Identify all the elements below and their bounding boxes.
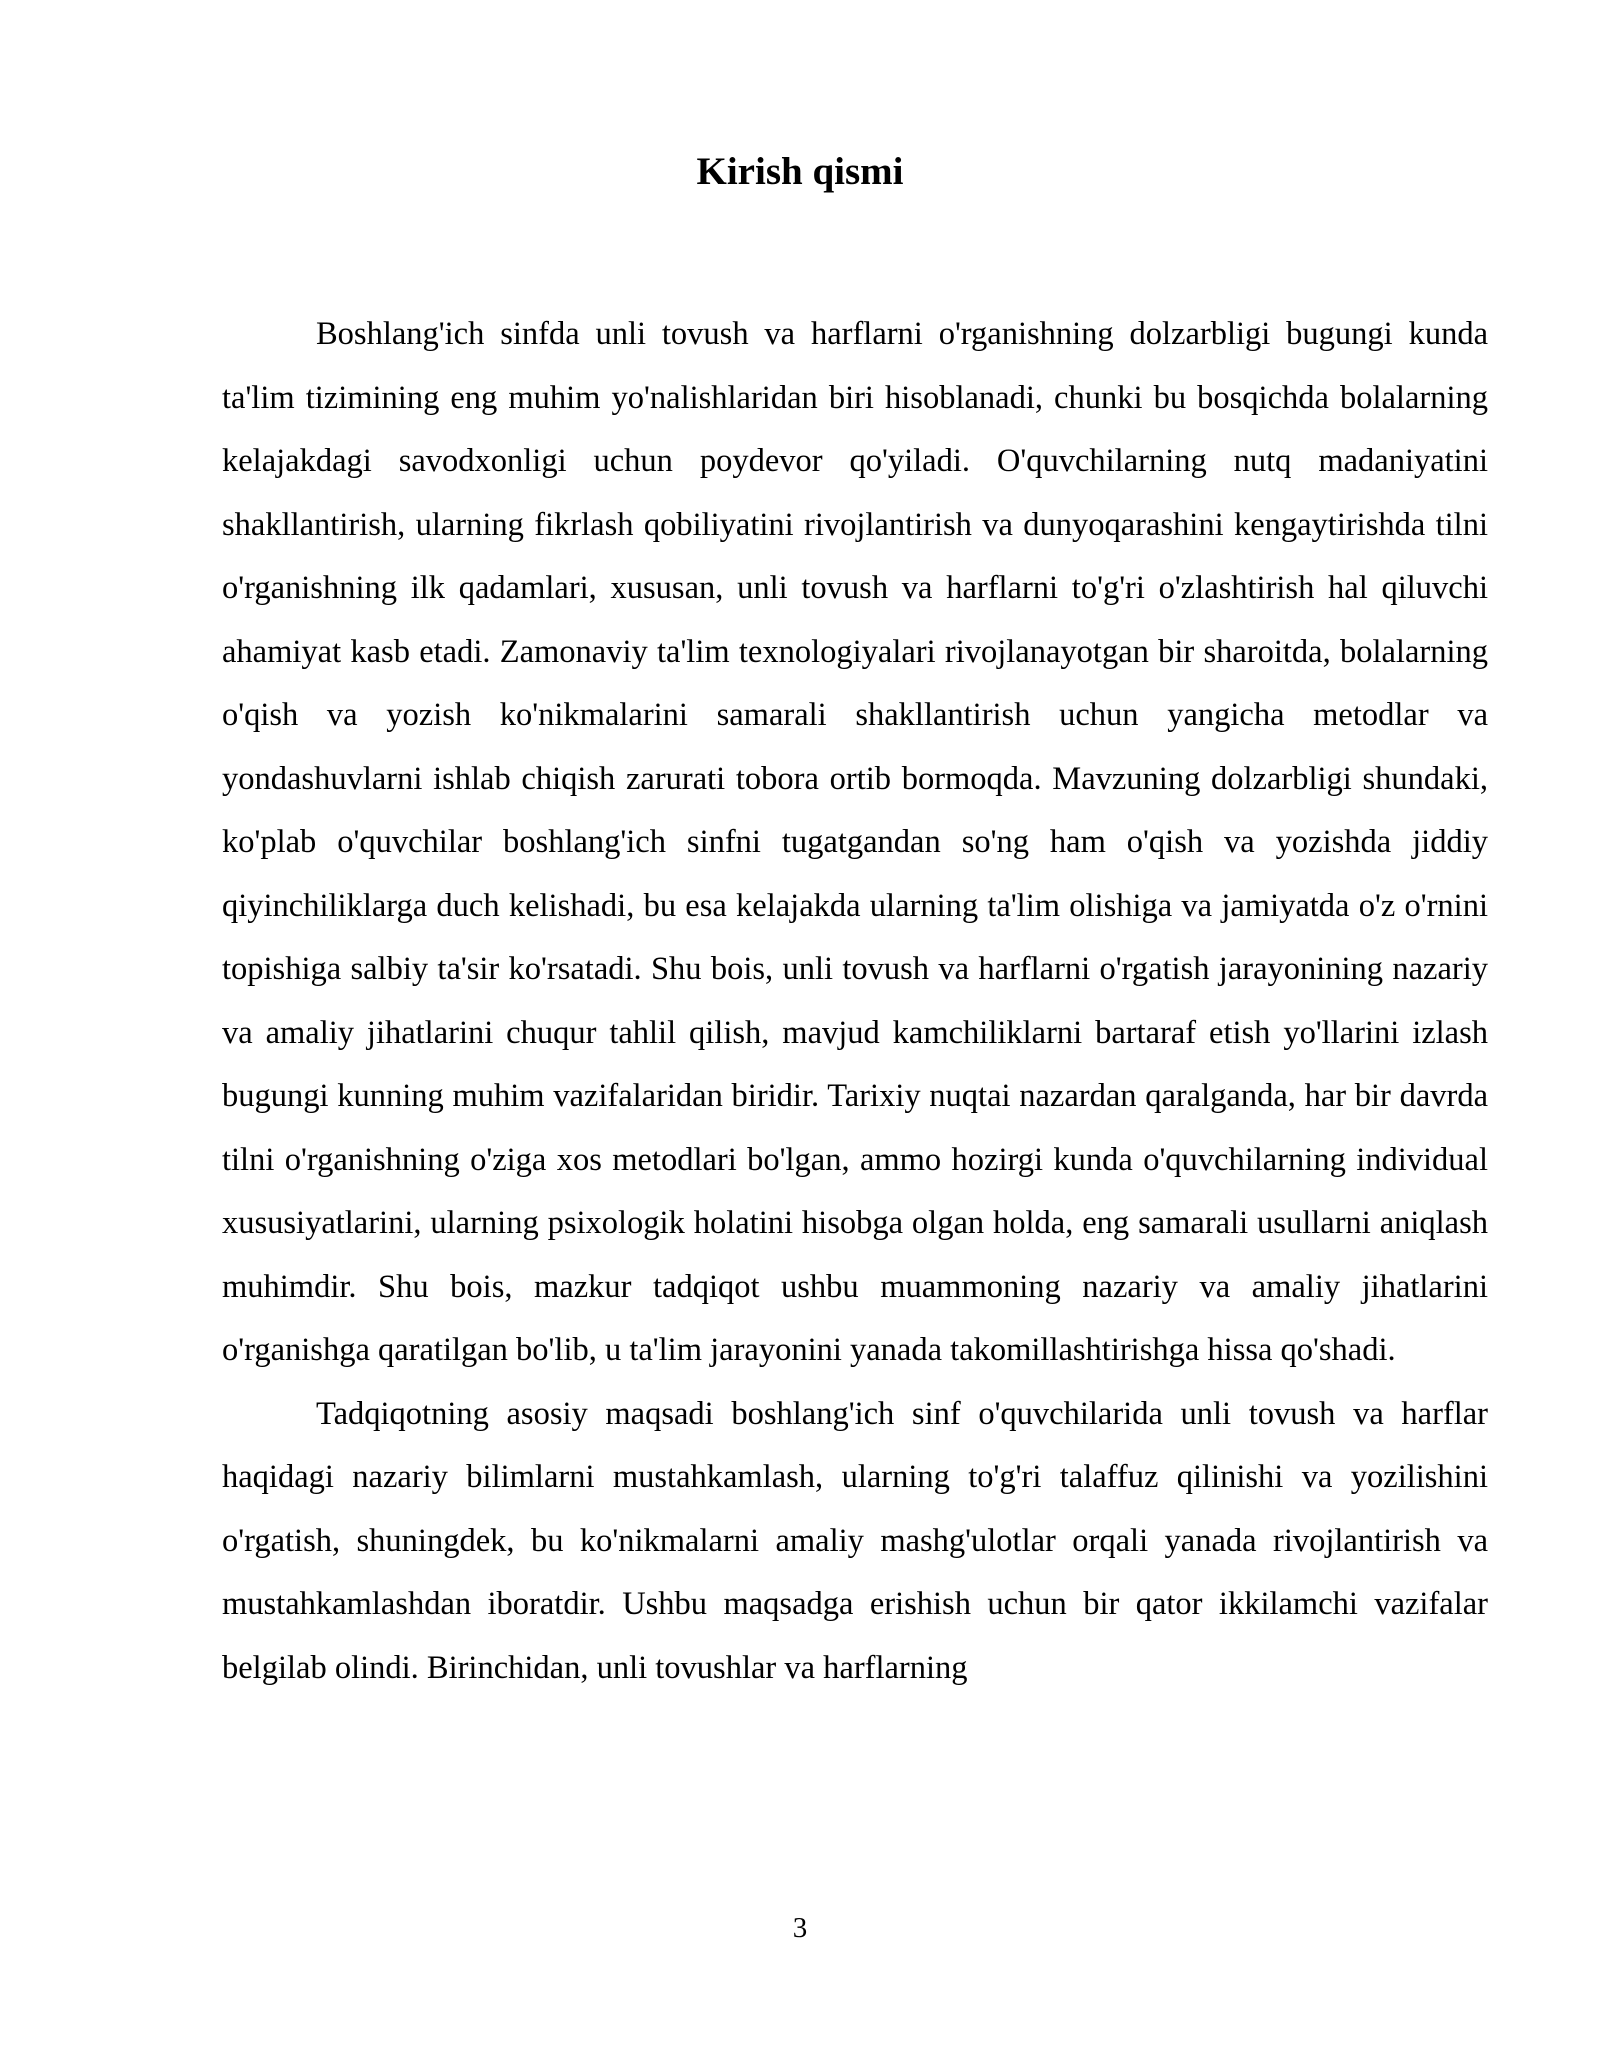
page-number: 3: [792, 1912, 808, 1944]
paragraph: Tadqiqotning asosiy maqsadi boshlang'ich sinf o'quvchilarida unli tovush va harflar haqidagi nazariy bilimlarni mustahkamlash, ularning to'g'ri talaffuz qilinishi va yozilishini o'rgatish, shuningdek, bu ko'nikmalarni amaliy mashg'ulotlar orqali yanada rivojlantirish va mustahkamlashdan iboratdir. Ushbu maqsadga erishish uchun bir qator ikkilamchi vazifalar belgilab olindi. Birinchidan, unli tovushlar va harflarning: [222, 1395, 1488, 1686]
body-text: [222, 303, 1488, 1700]
paragraph: Boshlang'ich sinfda unli tovush va harflarni o'rganishning dolzarbligi bugungi kunda ta'lim tizimining eng muhim yo'nalishlaridan biri hisoblanadi, chunki bu bosqichda bolalarning kelajakdagi savodxonligi uchun poydevor qo'yiladi. O'quvchilarning nutq madaniyatini shakllantirish, ularning fikrlash qobiliyatini rivojlantirish va dunyoqarashini kengaytirishda tilni o'rganishning ilk qadamlari, xususan, unli tovush va harflarni to'g'ri o'zlashtirish hal qiluvchi ahamiyat kasb etadi. Zamonaviy ta'lim texnologiyalari rivojlanayotgan bir sharoitda, bolalarning o'qish va yozish ko'nikmalarini samarali shakllantirish uchun yangicha metodlar va yondashuvlarni ishlab chiqish zarurati tobora ortib bormoqda. Mavzuning dolzarbligi shundaki, ko'plab o'quvchilar boshlang'ich sinfni tugatgandan so'ng ham o'qish va yozishda jiddiy qiyinchiliklarga duch kelishadi, bu esa kelajakda ularning ta'lim olishiga va jamiyatda o'z o'rnini topishiga salbiy ta'sir ko'rsatadi. Shu bois, unli tovush va harflarni o'rgatish jarayonining nazariy va amaliy jihatlarini chuqur tahlil qilish, mavjud kamchiliklarni bartaraf etish yo'llarini izlash bugungi kunning muhim vazifalaridan biridir. Tarixiy nuqtai nazardan qaralganda, har bir davrda tilni o'rganishning o'ziga xos metodlari bo'lgan, ammo hozirgi kunda o'quvchilarning individual xususiyatlarini, ularning psixologik holatini hisobga olgan holda, eng samarali usullarni aniqlash muhimdir. Shu bois, mazkur tadqiqot ushbu muammoning nazariy va amaliy jihatlarini o'rganishga qaratilgan bo'lib, u ta'lim jarayonini yanada takomillashtirishga hissa qo'shadi.: [222, 316, 1488, 1368]
page-title: Kirish qismi: [696, 150, 904, 193]
